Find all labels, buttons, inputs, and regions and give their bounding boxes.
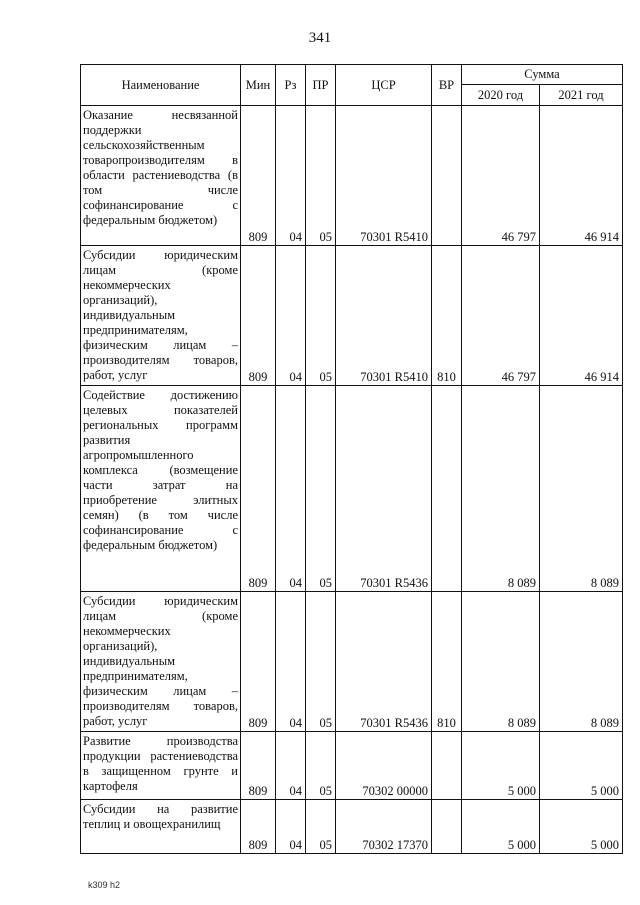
row-2020: 46 797 — [462, 106, 540, 246]
row-2020: 8 089 — [462, 386, 540, 592]
row-min: 809 — [241, 592, 276, 732]
row-2020: 5 000 — [462, 732, 540, 800]
row-vr: 810 — [432, 246, 462, 386]
row-pr: 05 — [306, 800, 336, 854]
row-2021: 5 000 — [540, 800, 623, 854]
row-vr — [432, 800, 462, 854]
row-2020: 8 089 — [462, 592, 540, 732]
row-vr — [432, 732, 462, 800]
row-pr: 05 — [306, 732, 336, 800]
row-csr: 70301 R5436 — [336, 592, 432, 732]
row-rz: 04 — [276, 246, 306, 386]
row-name: Субсидии на развитие теплиц и овощехранилищ — [81, 800, 241, 854]
row-rz: 04 — [276, 106, 306, 246]
row-vr — [432, 106, 462, 246]
row-vr — [432, 386, 462, 592]
row-2021: 5 000 — [540, 732, 623, 800]
row-rz: 04 — [276, 592, 306, 732]
row-name: Содействие достижению целевых показателей региональных программ развития агропромышленного комплекса (возмещение части затрат на приобретение элитных семян) (в том числе софинансирование с федеральным бюджетом) — [81, 386, 241, 592]
row-2021: 8 089 — [540, 386, 623, 592]
row-rz: 04 — [276, 800, 306, 854]
row-pr: 05 — [306, 106, 336, 246]
row-2020: 46 797 — [462, 246, 540, 386]
row-2021: 46 914 — [540, 106, 623, 246]
row-name: Оказание несвязанной поддержки сельскохозяйственным товаропроизводителям в области растениеводства (в том числе софинансирование с федеральным бюджетом) — [81, 106, 241, 246]
table-row — [81, 246, 623, 386]
header-rz: Рз — [276, 65, 306, 106]
row-2020: 5 000 — [462, 800, 540, 854]
budget-table — [80, 64, 623, 854]
row-csr: 70301 R5436 — [336, 386, 432, 592]
row-pr: 05 — [306, 386, 336, 592]
row-vr: 810 — [432, 592, 462, 732]
footer-code: k309 h2 — [88, 880, 121, 890]
row-name: Субсидии юридическим лицам (кроме некоммерческих организаций), индивидуальным предпринимателям, физическим лицам – производителям товаров, работ, услуг — [81, 246, 241, 386]
row-csr: 70302 17370 — [336, 800, 432, 854]
row-min: 809 — [241, 246, 276, 386]
header-sum: Сумма — [462, 65, 623, 85]
table-row — [81, 732, 623, 800]
row-name: Субсидии юридическим лицам (кроме некоммерческих организаций), индивидуальным предпринимателям, физическим лицам – производителям товаров, работ, услуг — [81, 592, 241, 732]
header-pr: ПР — [306, 65, 336, 106]
row-csr: 70302 00000 — [336, 732, 432, 800]
row-csr: 70301 R5410 — [336, 106, 432, 246]
header-year-2021: 2021 год — [540, 85, 623, 106]
row-pr: 05 — [306, 246, 336, 386]
table-row — [81, 106, 623, 246]
row-min: 809 — [241, 732, 276, 800]
header-min: Мин — [241, 65, 276, 106]
row-min: 809 — [241, 106, 276, 246]
row-csr: 70301 R5410 — [336, 246, 432, 386]
table-row — [81, 386, 623, 592]
header-year-2020: 2020 год — [462, 85, 540, 106]
row-min: 809 — [241, 800, 276, 854]
table-row — [81, 800, 623, 854]
header-vr: ВР — [432, 65, 462, 106]
row-name: Развитие производства продукции растениеводства в защищенном грунте и картофеля — [81, 732, 241, 800]
row-2021: 8 089 — [540, 592, 623, 732]
page-number: 341 — [308, 30, 332, 46]
row-2021: 46 914 — [540, 246, 623, 386]
row-min: 809 — [241, 386, 276, 592]
row-rz: 04 — [276, 732, 306, 800]
table-row — [81, 592, 623, 732]
header-csr: ЦСР — [336, 65, 432, 106]
row-rz: 04 — [276, 386, 306, 592]
header-name: Наименование — [81, 65, 241, 106]
row-pr: 05 — [306, 592, 336, 732]
